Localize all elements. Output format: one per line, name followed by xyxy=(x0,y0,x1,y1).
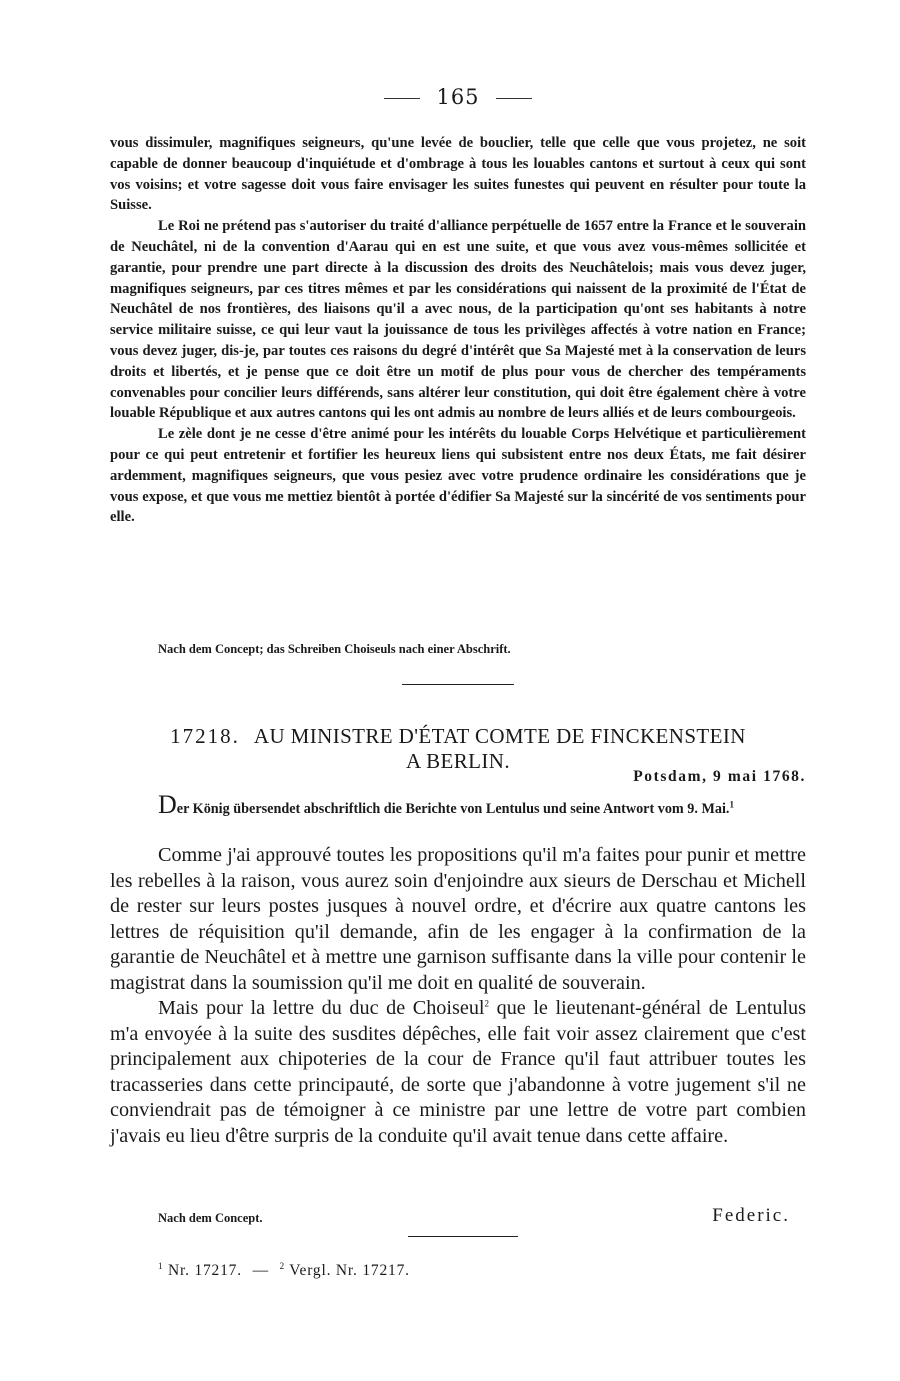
signature: Federic. xyxy=(712,1205,790,1226)
footnotes xyxy=(158,1262,410,1280)
body-paragraph-2 xyxy=(110,996,806,1149)
letter-paragraph: vous dissimuler, magnifiques seigneurs, qu'une levée de bouclier, telle que celle que vous projetez, ne soit capable de donner beaucoup d'inquiétude et d'ombrage à tous les louables cantons et surtout à ceux qui sont vos voisins; et votre sagesse doit vous faire envisager les suites funestes qui peuvent en résulter pour toute la Suisse. xyxy=(110,135,806,214)
footnote-mark-2: 2 xyxy=(279,1260,285,1271)
letter-paragraph: Le zèle dont je ne cesse d'être animé pour les intérêts du louable Corps Helvétique et particulièrement pour ce qui peut entretenir et fortifier les heureux liens qui subsistent entre nos deux États, me fait désirer ardemment, magnifiques seigneurs, que vous pesiez avec votre prudence ordinaire les considérations que je vous expose, et que vous me mettiez bientôt à portée d'édifier Sa Majesté sur la sincérité de vos sentiments pour elle. xyxy=(110,426,806,526)
footnote-mark-1: 1 xyxy=(158,1260,164,1271)
heading-line-1 xyxy=(110,724,806,749)
body-paragraph-2-start: Mais pour la lettre du duc de Choiseul xyxy=(158,997,485,1019)
header-rule-right xyxy=(496,98,532,99)
body-paragraph-1: Comme j'ai approuvé toutes les propositions qu'il m'a faites pour punir et mettre les rebelles à la raison, vous aurez soin d'enjoindre aux sieurs de Derschau et Michell de rester sur leurs postes jusques à nouvel ordre, et d'écrire aux quatre cantons les lettres de réquisition qu'il demande, afin de les engager à la confirmation de la garantie de Neuchâtel et à mettre une garnison suffisante dans la ville pour contenir le magistrat dans la soumission qu'il me doit en qualité de souverain. xyxy=(110,844,806,994)
letter-continuation xyxy=(110,133,806,528)
dateline: Potsdam, 9 mai 1768. xyxy=(633,768,806,785)
document-number: 17218. xyxy=(170,724,240,748)
body-paragraph-2-end: que le lieutenant-général de Lentulus m'a envoyée à la suite des susdites dépêches, elle fait voir assez clairement que c'est principalement aux chipoteries de la cour de France qu'il faut attribuer toutes les tracasseries dans cette principauté, de sorte que j'abandonne à votre jugement s'il ne conviendrait pas de témoigner à ce ministre par une lettre de votre part combien j'avais eu lieu d'être surpris de la conduite qu'il avait tenue dans cette affaire. xyxy=(110,997,807,1147)
summary-text: er König übersendet abschriftlich die Berichte von Lentulus und seine Antwort vom 9. Mai. xyxy=(176,801,730,817)
footnote-2: Vergl. Nr. 17217. xyxy=(289,1262,410,1279)
document-title: AU MINISTRE D'ÉTAT COMTE DE FINCKENSTEIN xyxy=(253,724,746,748)
document-heading xyxy=(110,724,806,774)
document-summary xyxy=(110,790,806,819)
heading-line-2: A BERLIN. xyxy=(406,749,510,773)
footnote-ref-2: 2 xyxy=(484,998,490,1009)
section-divider xyxy=(402,684,514,685)
header-rule-left xyxy=(384,98,420,99)
footnote-separator: — xyxy=(252,1262,269,1279)
page-number: 165 xyxy=(436,85,480,109)
footnote-divider xyxy=(408,1236,518,1237)
footnote-ref-1: 1 xyxy=(729,799,734,810)
page-number-header xyxy=(110,84,806,110)
initial-capital: D xyxy=(158,790,177,819)
source-note-choiseul: Nach dem Concept; das Schreiben Choiseuls nach einer Abschrift. xyxy=(158,642,511,656)
letter-body xyxy=(110,843,806,1149)
footnote-1: Nr. 17217. xyxy=(168,1262,242,1279)
letter-paragraph: Le Roi ne prétend pas s'autoriser du traité d'alliance perpétuelle de 1657 entre la France et le souverain de Neuchâtel, ni de la convention d'Aarau qui en est une suite, et que vous avez vous-mêmes sollicitée et garantie, pour prendre une part directe à la discussion des droits des Neuchâtelois; mais vous devez juger, magnifiques seigneurs, par ces titres mêmes et par les considérations qui naissent de la proximité de l'État de Neuchâtel de nos frontières, des liaisons qu'il a avec nous, de la participation qu'ont ses habitants à notre service militaire suisse, ce qui leur vaut la jouissance de tous les privilèges affectés à votre nation en France; vous devez juger, dis-je, par toutes ces raisons du degré d'intérêt que Sa Majesté met à la conservation de leurs droits et libertés, et je pense que ce doit être un motif de plus pour vous de chercher des tempéraments convenables pour concilier leurs différends, sans altérer leur constitution, qui doit être également chère à votre louable République et aux autres cantons qui les ont admis au nombre de leurs alliés et de leurs combourgeois. xyxy=(110,218,806,422)
source-note-concept: Nach dem Concept. xyxy=(158,1211,263,1225)
